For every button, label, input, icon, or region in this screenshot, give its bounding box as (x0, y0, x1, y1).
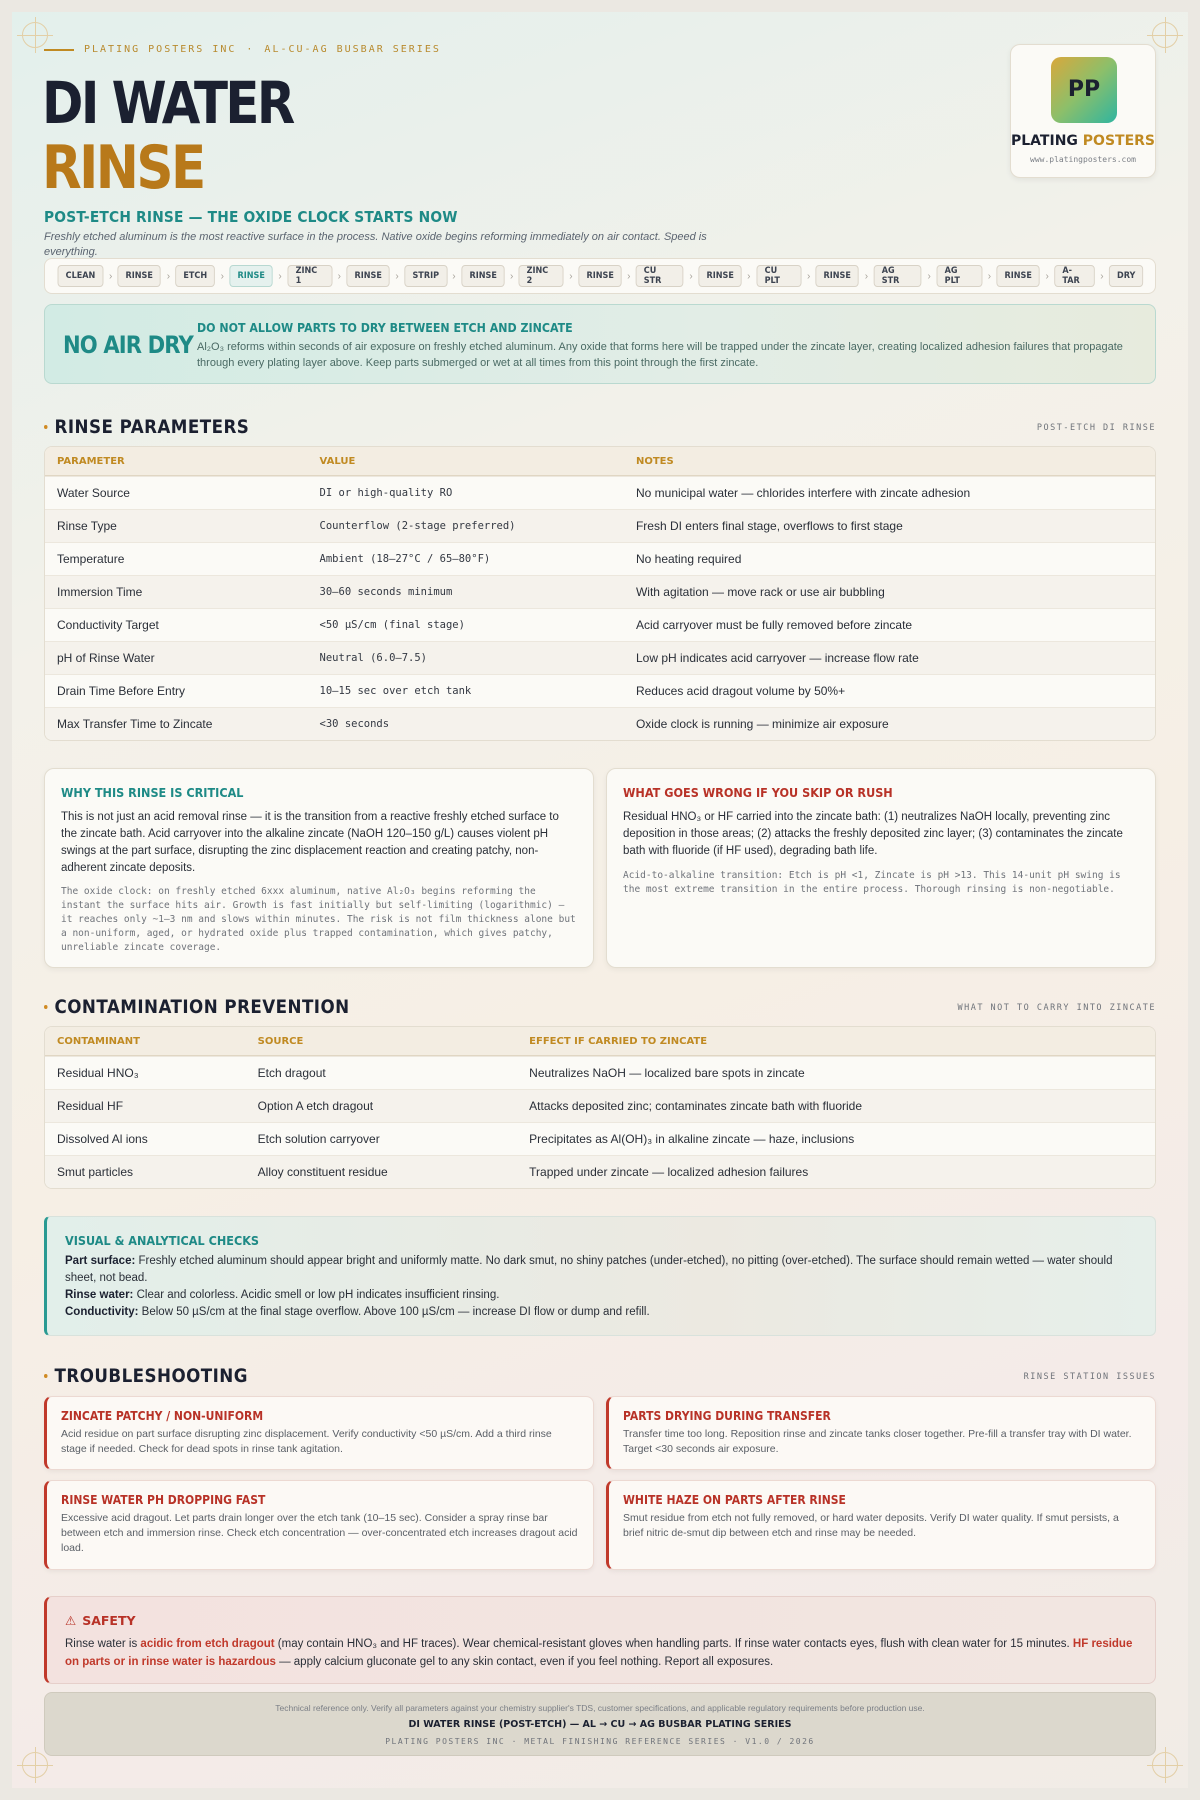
table-cell: <50 µS/cm (final stage) (319, 619, 465, 631)
table-cell: 10–15 sec over etch tank (319, 685, 472, 697)
chevron-right-icon: › (627, 270, 631, 282)
safety-box (44, 1596, 1156, 1684)
table-cell: <30 seconds (319, 718, 390, 730)
section-tag-contamination: WHAT NOT TO CARRY INTO ZINCATE (957, 1003, 1156, 1013)
table-row (45, 641, 1155, 674)
check-text: Freshly etched aluminum should appear bright and uniformly matte. No dark smut, no shiny patches (under-etched), no pitting (over-etched). The surface should remain wetted — water should sheet, not bead. (65, 1255, 1113, 1284)
table-cell: Low pH indicates acid carryover — increase flow rate (635, 651, 919, 665)
footer (44, 1692, 1156, 1756)
safety-highlight: HF residue on parts or in rinse water is hazardous (65, 1638, 1133, 1668)
chevron-right-icon: › (337, 270, 341, 282)
no-air-dry-alert (44, 304, 1156, 384)
column-header: VALUE (319, 455, 356, 467)
corner-mark-br (1152, 1752, 1178, 1778)
troubleshooting-heading: RINSE WATER PH DROPPING FAST (61, 1493, 266, 1507)
troubleshooting-card (606, 1480, 1156, 1570)
table-cell: Drain Time Before Entry (57, 684, 186, 698)
process-step[interactable]: RINSE (118, 265, 162, 287)
troubleshooting-body: Acid residue on part surface disrupting zinc displacement. Verify conductivity <50 µS/cm. Add a third rinse stage if needed. Check for dead spots in rinse tank agitation. (61, 1428, 552, 1455)
table-row (45, 674, 1155, 707)
safety-body (65, 1635, 1137, 1671)
check-label: Rinse water: (65, 1289, 134, 1301)
process-step[interactable]: ZINC 1 (287, 265, 332, 287)
troubleshooting-heading: PARTS DRYING DURING TRANSFER (623, 1409, 831, 1423)
process-steps (44, 258, 1156, 294)
chevron-right-icon: › (864, 270, 869, 282)
check-text: Below 50 µS/cm at the final stage overflow. Above 100 µS/cm — increase DI flow or dump and refill. (138, 1306, 650, 1318)
checks-heading: VISUAL & ANALYTICAL CHECKS (65, 1233, 260, 1248)
table-row (45, 608, 1155, 641)
table-row (45, 476, 1155, 509)
safety-heading (65, 1613, 136, 1628)
process-step[interactable]: DRY (1109, 265, 1144, 287)
troubleshooting-body: Transfer time too long. Reposition rinse and zincate tanks closer together. Pre-fill a transfer tray with DI water. Target <30 seconds air exposure. (623, 1428, 1132, 1455)
page-subtitle: POST-ETCH RINSE — THE OXIDE CLOCK STARTS NOW (44, 208, 458, 226)
page-title-line2: RINSE (42, 133, 204, 203)
column-header: SOURCE (257, 1035, 304, 1047)
table-row (45, 1122, 1155, 1155)
table-cell: No municipal water — chlorides interfere with zincate adhesion (635, 486, 971, 500)
card-note: The oxide clock: on freshly etched 6xxx aluminum, native Al₂O₃ begins reforming the instant the surface hits air. Growth is fast initially but self-limiting (logarithmic) — it reaches only ~1–3 nm and slows within minutes. The risk is not film thickness alone but a non-uniform, aged, or hydrated oxide plus trapped contamination, which gives patchy, unreliable zincate coverage. (61, 886, 576, 953)
safety-text: (may contain HNO₃ and HF traces). Wear chemical-resistant gloves when handling parts. If rinse water contacts eyes, flush with clean water for 15 minutes. (274, 1638, 1073, 1650)
check-item (65, 1253, 1137, 1287)
process-step[interactable]: STRIP (404, 265, 447, 287)
safety-heading-text: SAFETY (82, 1613, 136, 1628)
table-cell: Smut particles (57, 1165, 134, 1179)
table-header (45, 1027, 1155, 1056)
logo-name (1011, 133, 1155, 149)
check-label: Part surface: (65, 1255, 136, 1267)
process-step[interactable]: RINSE (996, 265, 1040, 287)
section-dot (44, 425, 48, 429)
table-cell: Attacks deposited zinc; contaminates zincate bath with fluoride (529, 1099, 863, 1113)
logo-name-a: PLATING (1011, 133, 1078, 149)
table-row (45, 1056, 1155, 1089)
eyebrow-separator: · (246, 44, 255, 55)
footer-series: PLATING POSTERS INC · METAL FINISHING REFERENCE SERIES · V1.0 / 2026 (385, 1737, 815, 1746)
chevron-right-icon: › (510, 270, 514, 282)
table-cell: Etch solution carryover (257, 1132, 380, 1146)
chevron-right-icon: › (806, 270, 811, 282)
process-step[interactable]: RINSE (346, 265, 390, 287)
table-row (45, 575, 1155, 608)
alert-body: Al₂O₃ reforms within seconds of air exposure on freshly etched aluminum. Any oxide that forms here will be trapped under the zincate layer, creating localized adhesion failures that propagate through every plating layer above. Keep parts submerged or wet at all times from this point through the first zincate. (197, 341, 1123, 369)
table-row (45, 509, 1155, 542)
warning-icon: ⚠ (65, 1613, 77, 1628)
process-step[interactable]: CLEAN (58, 265, 104, 287)
rinse-parameters-table (44, 446, 1156, 741)
process-step[interactable]: RINSE (461, 265, 505, 287)
page-title-line1: DI WATER (42, 69, 293, 137)
safety-highlight: acidic from etch dragout (140, 1638, 275, 1650)
corner-mark-bl (22, 1752, 48, 1778)
what-goes-wrong-card (606, 768, 1156, 968)
table-row (45, 1155, 1155, 1188)
table-cell: Counterflow (2-stage preferred) (319, 520, 516, 532)
section-title-text: RINSE PARAMETERS (54, 416, 250, 438)
section-title-text: TROUBLESHOOTING (54, 1365, 248, 1387)
chevron-right-icon: › (109, 270, 113, 282)
table-cell: Neutral (6.0–7.5) (319, 652, 427, 664)
safety-text: — apply calcium gluconate gel to any skin contact, even if you feel nothing. Report all exposures. (275, 1656, 774, 1668)
table-cell: Acid carryover must be fully removed before zincate (635, 618, 913, 632)
table-cell: Option A etch dragout (257, 1099, 374, 1113)
section-dot (44, 1005, 48, 1009)
troubleshooting-body: Excessive acid dragout. Let parts drain longer over the etch tank (10–15 sec). Consider a spray rinse bar between etch and immersion rinse. Check etch concentration — over-concentrated etch increases dragout acid load. (61, 1512, 578, 1554)
chevron-right-icon: › (395, 270, 399, 282)
footer-disclaimer: Technical reference only. Verify all parameters against your chemistry supplier's TDS, customer specifications, and applicable regulatory requirements before production use. (275, 1703, 925, 1713)
logo-url[interactable]: www.platingposters.com (1030, 155, 1136, 164)
chevron-right-icon: › (569, 270, 573, 282)
table-cell: Conductivity Target (57, 618, 159, 632)
section-tag-troubleshooting: RINSE STATION ISSUES (1023, 1372, 1156, 1382)
chevron-right-icon: › (166, 270, 171, 282)
checks-body (65, 1253, 1137, 1321)
troubleshooting-card (44, 1396, 594, 1470)
footer-doc-title: DI WATER RINSE (POST-ETCH) — AL → CU → AG BUSBAR PLATING SERIES (408, 1719, 792, 1730)
process-step[interactable]: RINSE (578, 265, 622, 287)
table-header (45, 447, 1155, 476)
table-cell: Etch dragout (257, 1066, 326, 1080)
troubleshooting-card (44, 1480, 594, 1570)
table-cell: Temperature (57, 552, 125, 566)
section-tag-rinse-parameters: POST-ETCH DI RINSE (1036, 423, 1156, 433)
eyebrow-rule (44, 49, 74, 51)
card-heading: WHY THIS RINSE IS CRITICAL (61, 785, 244, 800)
table-row (45, 707, 1155, 740)
troubleshooting-card (606, 1396, 1156, 1470)
check-text: Clear and colorless. Acidic smell or low pH indicates insufficient rinsing. (133, 1289, 500, 1301)
process-step[interactable]: RINSE (698, 265, 742, 287)
series-name: AL-CU-AG BUSBAR SERIES (264, 44, 441, 55)
process-step[interactable]: AG STR (874, 265, 922, 287)
table-row (45, 542, 1155, 575)
chevron-right-icon: › (747, 270, 751, 282)
table-cell: DI or high-quality RO (319, 487, 453, 499)
table-cell: Max Transfer Time to Zincate (57, 717, 213, 731)
table-cell: Ambient (18–27°C / 65–80°F) (319, 553, 491, 565)
table-cell: Dissolved Al ions (57, 1132, 148, 1146)
chevron-right-icon: › (278, 270, 282, 282)
chevron-right-icon: › (452, 270, 456, 282)
why-critical-card (44, 768, 594, 968)
table-cell: Neutralizes NaOH — localized bare spots in zincate (529, 1066, 805, 1080)
table-cell: No heating required (635, 552, 742, 566)
logo-card (1010, 44, 1156, 178)
process-step[interactable]: ZINC 2 (519, 265, 564, 287)
table-cell: Fresh DI enters final stage, overflows to first stage (635, 519, 903, 533)
corner-mark-tr (1152, 22, 1178, 48)
page-lede: Freshly etched aluminum is the most reactive surface in the process. Native oxide begins reforming immediately on air contact. Speed is everything. (44, 231, 707, 258)
column-header: CONTAMINANT (57, 1035, 140, 1047)
alert-big-text: NO AIR DRY (63, 331, 193, 359)
column-header: NOTES (635, 455, 674, 467)
contamination-table (44, 1026, 1156, 1189)
troubleshooting-heading: ZINCATE PATCHY / NON-UNIFORM (61, 1409, 264, 1423)
section-title-rinse-parameters (44, 416, 249, 438)
process-step[interactable]: A-TAR (1054, 265, 1095, 287)
troubleshooting-heading: WHITE HAZE ON PARTS AFTER RINSE (623, 1493, 846, 1507)
visual-analytical-checks (44, 1216, 1156, 1336)
table-cell: Trapped under zincate — localized adhesion failures (529, 1165, 809, 1179)
table-cell: Oxide clock is running — minimize air exposure (635, 717, 889, 731)
section-dot (44, 1374, 48, 1378)
section-title-contamination (44, 996, 350, 1018)
troubleshooting-body: Smut residue from etch not fully removed, or hard water deposits. Verify DI water quality. If smut persists, a brief nitric de-smut dip between etch and rinse may be needed. (623, 1512, 1119, 1539)
safety-text: Rinse water is (65, 1638, 141, 1650)
check-label: Conductivity: (65, 1306, 139, 1318)
check-item (65, 1287, 1137, 1304)
table-cell: pH of Rinse Water (57, 651, 155, 665)
table-cell: Residual HNO₃ (57, 1066, 139, 1080)
column-header: EFFECT IF CARRIED TO ZINCATE (529, 1035, 708, 1047)
process-step[interactable]: RINSE (229, 265, 273, 287)
card-body: This is not just an acid removal rinse — it is the transition from a reactive freshly etched surface to the zincate bath. Acid carryover into the alkaline zincate (NaOH 120–150 g/L) causes violent pH swings at the part surface, disrupting the zinc displacement reaction and creating patchy, non-adherent zincate deposits. (61, 811, 559, 874)
table-cell: Water Source (57, 486, 130, 500)
logo-mark: PP (1051, 57, 1117, 123)
poster (12, 12, 1188, 1788)
table-cell: 30–60 seconds minimum (319, 586, 453, 598)
chevron-right-icon: › (220, 270, 224, 282)
process-step[interactable]: RINSE (816, 265, 860, 287)
column-header: PARAMETER (57, 455, 125, 467)
chevron-right-icon: › (927, 270, 931, 282)
chevron-right-icon: › (1100, 270, 1104, 282)
table-cell: Precipitates as Al(OH)₃ in alkaline zincate — haze, inclusions (529, 1132, 855, 1146)
process-step[interactable]: CU PLT (756, 265, 801, 287)
table-cell: Immersion Time (57, 585, 143, 599)
process-step[interactable]: CU STR (636, 265, 684, 287)
table-cell: Rinse Type (57, 519, 117, 533)
logo-name-b: POSTERS (1082, 133, 1156, 149)
brand-name: PLATING POSTERS INC (84, 44, 237, 55)
card-body: Residual HNO₃ or HF carried into the zincate bath: (1) neutralizes NaOH locally, preventing zinc deposition in those areas; (2) attacks the freshly deposited zinc layer; (3) contaminates the zincate bath with fluoride (if HF used), degrading bath life. (623, 811, 1123, 857)
card-note: Acid-to-alkaline transition: Etch is pH <1, Zincate is pH >13. This 14-unit pH swing is the most extreme transition in the entire process. Thorough rinsing is non-negotiable. (623, 870, 1121, 895)
check-item (65, 1304, 1137, 1321)
process-step[interactable]: AG PLT (936, 265, 982, 287)
table-row (45, 1089, 1155, 1122)
table-cell: With agitation — move rack or use air bubbling (635, 585, 885, 599)
section-title-troubleshooting (44, 1365, 248, 1387)
alert-heading: DO NOT ALLOW PARTS TO DRY BETWEEN ETCH AND ZINCATE (197, 321, 573, 335)
table-cell: Residual HF (57, 1099, 124, 1113)
table-cell: Reduces acid dragout volume by 50%+ (635, 684, 846, 698)
eyebrow (44, 44, 441, 55)
section-title-text: CONTAMINATION PREVENTION (54, 996, 350, 1018)
chevron-right-icon: › (1045, 270, 1049, 282)
chevron-right-icon: › (689, 270, 693, 282)
card-heading: WHAT GOES WRONG IF YOU SKIP OR RUSH (623, 785, 893, 800)
process-step[interactable]: ETCH (175, 265, 215, 287)
table-cell: Alloy constituent residue (257, 1165, 388, 1179)
chevron-right-icon: › (987, 270, 992, 282)
